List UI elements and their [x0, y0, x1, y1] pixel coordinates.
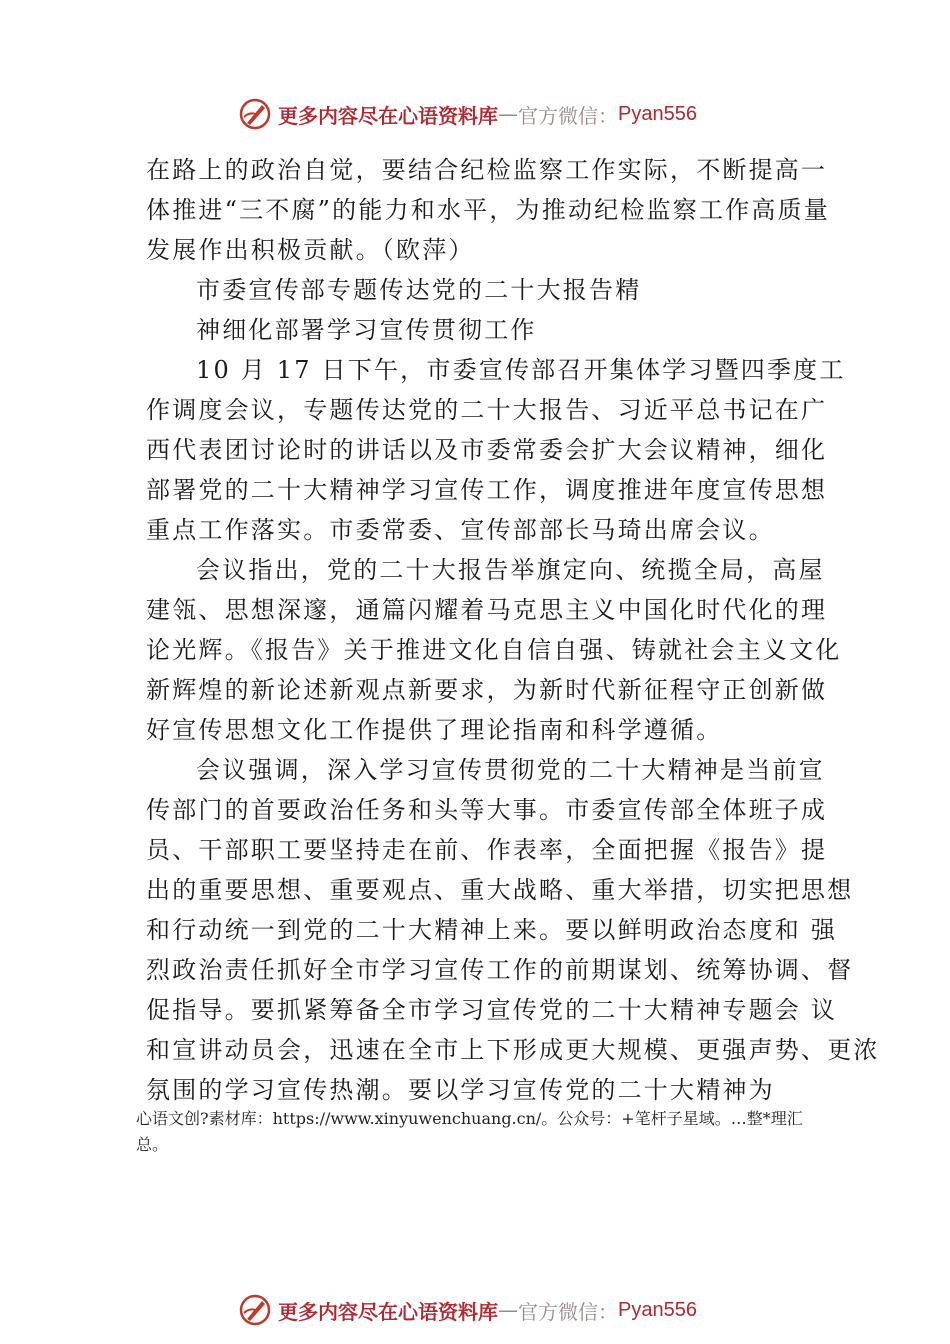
header-banner — [238, 96, 758, 132]
paragraph-line: 和行动统一到党的二十大精神上来。要以鲜明政治态度和 强 — [146, 916, 838, 944]
paragraph-line: 新辉煌的新论述新观点新要求，为新时代新征程守正创新做 — [146, 676, 828, 704]
pen-circle-logo-icon — [238, 97, 272, 131]
paragraph-line: 作调度会议，专题传达党的二十大报告、习近平总书记在广 — [146, 396, 828, 424]
paragraph-line: 西代表团讨论时的讲话以及市委常委会扩大会议精神，细化 — [146, 436, 828, 464]
paragraph-line: 氛围的学习宣传热潮。要以学习宣传党的二十大精神为 — [146, 1076, 775, 1104]
banner-wechat-id: Pyan556 — [618, 102, 697, 125]
paragraph-line: 论光辉。《报告》关于推进文化自信自强、铸就社会主义文化 — [146, 636, 842, 664]
banner-wechat-label: 官方微信： — [518, 103, 618, 128]
footer-banner — [238, 1292, 758, 1328]
paragraph-line: 会议指出，党的二十大报告举旗定向、统揽全局，高屋 — [196, 556, 825, 584]
paragraph-line: 出的重要思想、重要观点、重大战略、重大举措，切实把思想 — [146, 876, 854, 904]
banner-title: 更多内容尽在心语资料库 — [278, 103, 498, 128]
banner-wechat-id: Pyan556 — [618, 1298, 697, 1321]
paragraph-line: 体推进“三不腐”的能力和水平，为推动纪检监察工作高质量 — [146, 196, 830, 224]
banner-dash: — — [498, 1298, 518, 1322]
paragraph-line: 员、干部职工要坚持走在前、作表率，全面把握《报告》提 — [146, 836, 828, 864]
banner-wechat-label: 官方微信： — [518, 1299, 618, 1324]
source-note-line: 总。 — [136, 1135, 169, 1154]
paragraph-line: 传部门的首要政治任务和头等大事。市委宣传部全体班子成 — [146, 796, 828, 824]
article-title-line: 神细化部署学习宣传贯彻工作 — [196, 316, 537, 344]
banner-title: 更多内容尽在心语资料库 — [278, 1299, 498, 1324]
article-title-line: 市委宣传部专题传达党的二十大报告精 — [196, 276, 642, 304]
paragraph-line: 部署党的二十大精神学习宣传工作，调度推进年度宣传思想 — [146, 476, 828, 504]
paragraph-line: 重点工作落实。市委常委、宣传部部长马琦出席会议。 — [146, 516, 775, 544]
paragraph-line: 促指导。要抓紧筹备全市学习宣传党的二十大精神专题会 议 — [146, 996, 838, 1024]
banner-dash: — — [498, 102, 518, 126]
paragraph-line: 烈政治责任抓好全市学习宣传工作的前期谋划、统筹协调、督 — [146, 956, 854, 984]
source-note-line: 心语文创?素材库：https://www.xinyuwenchuang.cn/。公众号：+笔杆子星域。…整*理汇 — [136, 1109, 803, 1128]
paragraph-line: 会议强调，深入学习宣传贯彻党的二十大精神是当前宣 — [196, 756, 825, 784]
pen-circle-logo-icon — [238, 1293, 272, 1327]
paragraph-line: 建瓴、思想深邃，通篇闪耀着马克思主义中国化时代化的理 — [146, 596, 828, 624]
paragraph-line: 和宣讲动员会，迅速在全市上下形成更大规模、更强声势、更浓 — [146, 1036, 880, 1064]
paragraph-line: 10 月 17 日下午，市委宣传部召开集体学习暨四季度工 — [196, 356, 846, 384]
paragraph-line: 在路上的政治自觉，要结合纪检监察工作实际，不断提高一 — [146, 156, 828, 184]
paragraph-line: 好宣传思想文化工作提供了理论指南和科学遵循。 — [146, 716, 723, 744]
paragraph-line: 发展作出积极贡献。（欧萍） — [146, 236, 475, 264]
